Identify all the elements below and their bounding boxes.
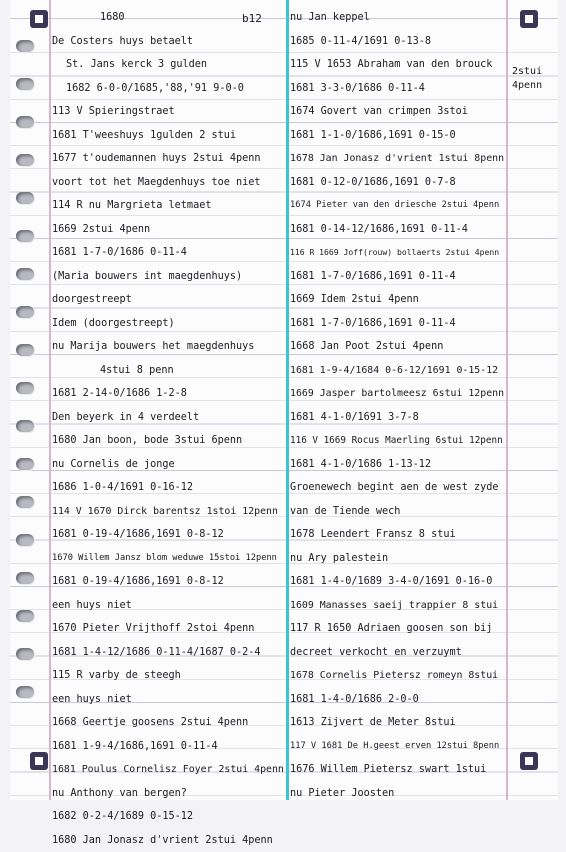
- text-line: 1681 1-4-0/1686 2-0-0: [290, 688, 504, 712]
- margin-note: 2stui: [512, 66, 542, 77]
- text-line: 1681 1-7-0/1686,1691 0-11-4: [290, 265, 504, 289]
- text-line: decreet verkocht en verzuymt: [290, 641, 504, 665]
- text-line: 1681 2-14-0/1686 1-2-8: [52, 382, 284, 406]
- corner-marker-icon: [520, 752, 538, 770]
- text-line: een huys niet: [52, 688, 284, 712]
- binding-hole: [16, 268, 34, 280]
- text-line: 1680: [52, 6, 284, 30]
- right-margin-line: [506, 0, 508, 800]
- text-line: een huys niet: [52, 594, 284, 618]
- text-line: St. Jans kerck 3 gulden: [52, 53, 284, 77]
- binding-hole: [16, 230, 34, 242]
- text-line: 114 V 1670 Dirck barentsz 1stoi 12penn: [52, 500, 284, 524]
- text-line: 1681 3-3-0/1686 0-11-4: [290, 77, 504, 101]
- text-line: 1613 Zijvert de Meter 8stui: [290, 711, 504, 735]
- binding-hole: [16, 344, 34, 356]
- text-line: nu Ary palestein: [290, 547, 504, 571]
- text-line: 1670 Willem Jansz blom weduwe 15stoi 12penn: [52, 547, 284, 571]
- text-line: 1681 0-19-4/1686,1691 0-8-12: [52, 523, 284, 547]
- text-line: Den beyerk in 4 verdeelt: [52, 406, 284, 430]
- text-line: 1674 Pieter van den driesche 2stui 4penn: [290, 194, 504, 218]
- text-line: 1681 1-4-0/1689 3-4-0/1691 0-16-0: [290, 570, 504, 594]
- text-line: 1682 0-2-4/1689 0-15-12: [52, 805, 284, 829]
- text-line: 1682 6-0-0/1685,'88,'91 9-0-0: [52, 77, 284, 101]
- binding-hole: [16, 40, 34, 52]
- text-line: De Costers huys betaelt: [52, 30, 284, 54]
- margin-note: 4penn: [512, 80, 542, 91]
- text-line: 1674 Govert van crimpen 3stoi: [290, 100, 504, 124]
- text-line: 1681 1-9-4/1684 0-6-12/1691 0-15-12: [290, 359, 504, 383]
- text-line: 1670 Pieter Vrijthoff 2stoi 4penn: [52, 617, 284, 641]
- corner-marker-icon: [520, 10, 538, 28]
- text-line: 1681 1-1-0/1686,1691 0-15-0: [290, 124, 504, 148]
- text-line: 1669 2stui 4penn: [52, 218, 284, 242]
- binding-hole: [16, 306, 34, 318]
- text-line: nu Cornelis de jonge: [52, 453, 284, 477]
- text-line: 1680 Jan Jonasz d'vrient 2stui 4penn: [52, 829, 284, 852]
- text-line: 1681 T'weeshuys 1gulden 2 stui: [52, 124, 284, 148]
- text-line: voort tot het Maegdenhuys toe niet: [52, 171, 284, 195]
- text-line: 1681 4-1-0/1691 3-7-8: [290, 406, 504, 430]
- column-divider: [286, 0, 289, 800]
- text-line: 1681 1-4-12/1686 0-11-4/1687 0-2-4: [52, 641, 284, 665]
- text-line: 114 R nu Margrieta letmaet: [52, 194, 284, 218]
- text-line: 1681 0-14-12/1686,1691 0-11-4: [290, 218, 504, 242]
- binding-hole: [16, 382, 34, 394]
- text-line: 115 V 1653 Abraham van den brouck: [290, 53, 504, 77]
- text-line: nu Jan keppel: [290, 6, 504, 30]
- right-text-column: [290, 6, 504, 805]
- text-line: 1681 1-7-0/1686 0-11-4: [52, 241, 284, 265]
- text-line: 117 R 1650 Adriaen goosen son bij: [290, 617, 504, 641]
- text-line: 1680 Jan boon, bode 3stui 6penn: [52, 429, 284, 453]
- text-line: 4stui 8 penn: [52, 359, 284, 383]
- text-line: 1686 1-0-4/1691 0-16-12: [52, 476, 284, 500]
- text-line: 113 V Spieringstraet: [52, 100, 284, 124]
- text-line: 1681 1-7-0/1686,1691 0-11-4: [290, 312, 504, 336]
- spiral-holes: [10, 0, 42, 800]
- text-line: doorgestreept: [52, 288, 284, 312]
- text-line: 116 V 1669 Rocus Maerling 6stui 12penn: [290, 429, 504, 453]
- text-line: nu Anthony van bergen?: [52, 782, 284, 806]
- text-line: 1669 Jasper bartolmeesz 6stui 12penn: [290, 382, 504, 406]
- binding-hole: [16, 534, 34, 546]
- text-line: 1676 Willem Pietersz swart 1stui: [290, 758, 504, 782]
- text-line: 1609 Manasses saeij trappier 8 stui: [290, 594, 504, 618]
- binding-hole: [16, 686, 34, 698]
- binding-hole: [16, 154, 34, 166]
- text-line: (Maria bouwers int maegdenhuys): [52, 265, 284, 289]
- text-line: nu Pieter Joosten: [290, 782, 504, 806]
- text-line: 1681 4-1-0/1686 1-13-12: [290, 453, 504, 477]
- left-margin-line: [49, 0, 51, 800]
- binding-hole: [16, 496, 34, 508]
- binding-hole: [16, 420, 34, 432]
- binding-hole: [16, 610, 34, 622]
- binding-hole: [16, 648, 34, 660]
- binding-hole: [16, 116, 34, 128]
- page-number: b12: [242, 12, 262, 25]
- text-line: 115 R varby de steegh: [52, 664, 284, 688]
- text-line: 1668 Geertje goosens 2stui 4penn: [52, 711, 284, 735]
- binding-hole: [16, 192, 34, 204]
- text-line: Groenewech begint aen de west zyde: [290, 476, 504, 500]
- corner-marker-icon: [30, 752, 48, 770]
- binding-hole: [16, 572, 34, 584]
- text-line: 1685 0-11-4/1691 0-13-8: [290, 30, 504, 54]
- left-text-column: [52, 6, 284, 852]
- text-line: 1678 Leendert Fransz 8 stui: [290, 523, 504, 547]
- text-line: Idem (doorgestreept): [52, 312, 284, 336]
- text-line: 116 R 1669 Joff(rouw) bollaerts 2stui 4penn: [290, 241, 504, 265]
- text-line: 1678 Jan Jonasz d'vrient 1stui 8penn: [290, 147, 504, 171]
- text-line: 1668 Jan Poot 2stui 4penn: [290, 335, 504, 359]
- binding-hole: [16, 458, 34, 470]
- text-line: van de Tiende wech: [290, 500, 504, 524]
- text-line: 117 V 1681 De H.geest erven 12stui 8penn: [290, 735, 504, 759]
- text-line: 1681 1-9-4/1686,1691 0-11-4: [52, 735, 284, 759]
- text-line: nu Marija bouwers het maegdenhuys: [52, 335, 284, 359]
- corner-marker-icon: [30, 10, 48, 28]
- text-line: 1669 Idem 2stui 4penn: [290, 288, 504, 312]
- notebook-page: [10, 0, 558, 800]
- binding-hole: [16, 78, 34, 90]
- text-line: 1678 Cornelis Pietersz romeyn 8stui: [290, 664, 504, 688]
- text-line: 1681 0-12-0/1686,1691 0-7-8: [290, 171, 504, 195]
- text-line: 1677 t'oudemannen huys 2stui 4penn: [52, 147, 284, 171]
- text-line: 1681 Poulus Cornelisz Foyer 2stui 4penn: [52, 758, 284, 782]
- text-line: 1681 0-19-4/1686,1691 0-8-12: [52, 570, 284, 594]
